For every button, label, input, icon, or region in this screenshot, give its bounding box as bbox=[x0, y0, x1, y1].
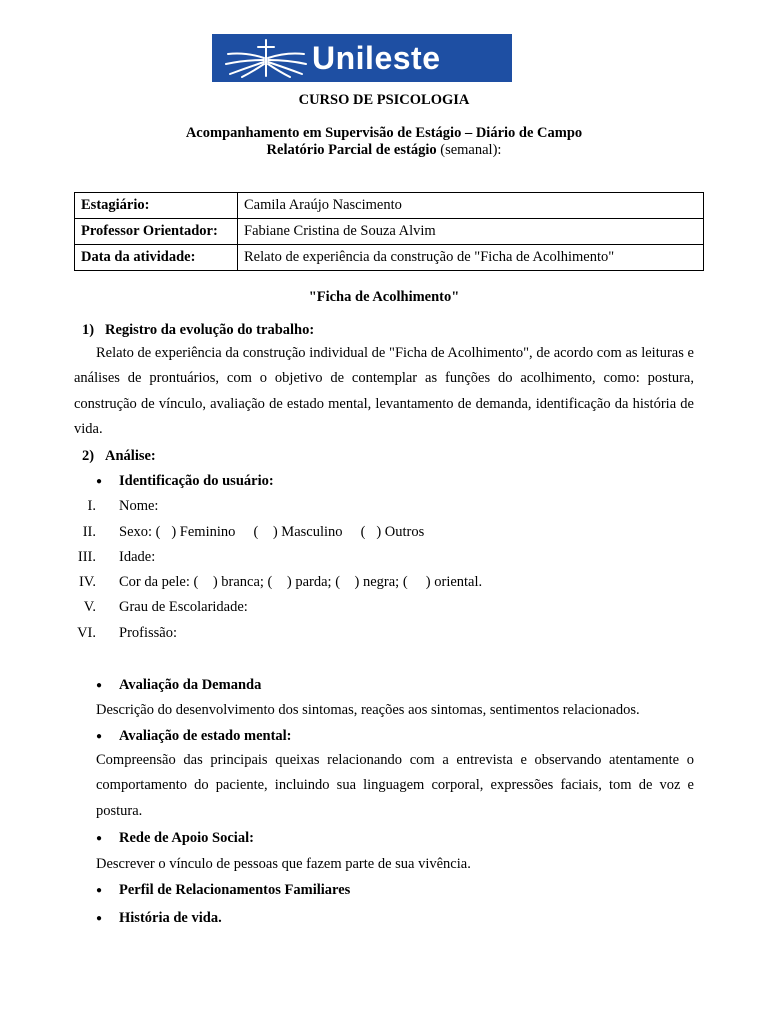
value-data: Relato de experiência da construção de "Ficha de Acolhimento" bbox=[238, 245, 704, 271]
list-item-number: VI. bbox=[77, 625, 96, 641]
logo-rays-icon bbox=[220, 38, 308, 78]
bullet-icon: ● bbox=[96, 476, 103, 487]
label-professor: Professor Orientador: bbox=[75, 219, 238, 245]
perfil-title: Perfil de Relacionamentos Familiares bbox=[119, 882, 351, 898]
list-item-number: III. bbox=[77, 549, 96, 565]
section1-title: Registro da evolução do trabalho: bbox=[105, 322, 315, 338]
report-heading-rest: (semanal): bbox=[436, 142, 502, 158]
mental-text: Compreensão das principais queixas relacionando com a entrevista e observando atentamente o comportamento do paciente, incluindo sua linguagem corporal, expressões faciais, tom de voz e postura. bbox=[96, 752, 694, 819]
identificacao-title: Identificação do usuário: bbox=[119, 473, 274, 489]
section2-number: 2) bbox=[82, 448, 95, 464]
document-title: "Ficha de Acolhimento" bbox=[308, 289, 460, 305]
bullet-icon: ● bbox=[96, 833, 103, 844]
section2-title: Análise: bbox=[105, 448, 156, 464]
info-table bbox=[74, 192, 704, 271]
unileste-logo bbox=[212, 34, 512, 82]
table-row bbox=[75, 219, 704, 245]
course-title: CURSO DE PSICOLOGIA bbox=[298, 92, 470, 108]
list-item-text: Cor da pele: ( ) branca; ( ) parda; ( ) negra; ( ) oriental. bbox=[119, 574, 483, 590]
demanda-title: Avaliação da Demanda bbox=[119, 677, 262, 693]
label-data: Data da atividade: bbox=[75, 245, 238, 271]
table-row bbox=[75, 193, 704, 219]
report-heading-bold: Relatório Parcial de estágio bbox=[266, 142, 437, 158]
list-item-number: V. bbox=[83, 599, 96, 615]
bullet-icon: ● bbox=[96, 885, 103, 896]
value-estagiario: Camila Araújo Nascimento bbox=[238, 193, 704, 219]
table-row bbox=[75, 245, 704, 271]
historia-title: História de vida. bbox=[119, 910, 222, 926]
value-professor: Fabiane Cristina de Souza Alvim bbox=[238, 219, 704, 245]
demanda-text: Descrição do desenvolvimento dos sintomas, reações aos sintomas, sentimentos relacionados. bbox=[96, 702, 640, 718]
list-item-text: Profissão: bbox=[119, 625, 177, 641]
document-subtitle: Acompanhamento em Supervisão de Estágio – Diário de Campo bbox=[185, 125, 583, 141]
section1-number: 1) bbox=[82, 322, 95, 338]
apoio-text: Descrever o vínculo de pessoas que fazem parte de sua vivência. bbox=[96, 856, 471, 872]
list-item-text: Sexo: ( ) Feminino ( ) Masculino ( ) Outros bbox=[119, 524, 425, 540]
list-item-number: I. bbox=[87, 498, 96, 514]
list-item-text: Grau de Escolaridade: bbox=[119, 599, 248, 615]
list-item-number: IV. bbox=[78, 574, 96, 590]
label-estagiario: Estagiário: bbox=[75, 193, 238, 219]
mental-title: Avaliação de estado mental: bbox=[119, 728, 292, 744]
section1-text: Relato de experiência da construção individual de "Ficha de Acolhimento", de acordo com as leituras e análises de prontuários, com o objetivo de contemplar as funções do acolhimento, como: postura, construção de vínculo, avaliação de estado mental, levantamento de demanda, identificação da história de vida. bbox=[74, 345, 694, 437]
list-item-text: Nome: bbox=[119, 498, 159, 514]
list-item-text: Idade: bbox=[119, 549, 156, 565]
bullet-icon: ● bbox=[96, 680, 103, 691]
list-item-number: II. bbox=[82, 524, 96, 540]
logo-text: Unileste bbox=[312, 40, 441, 76]
apoio-title: Rede de Apoio Social: bbox=[119, 830, 254, 846]
bullet-icon: ● bbox=[96, 731, 103, 742]
report-heading bbox=[0, 142, 768, 159]
bullet-icon: ● bbox=[96, 913, 103, 924]
